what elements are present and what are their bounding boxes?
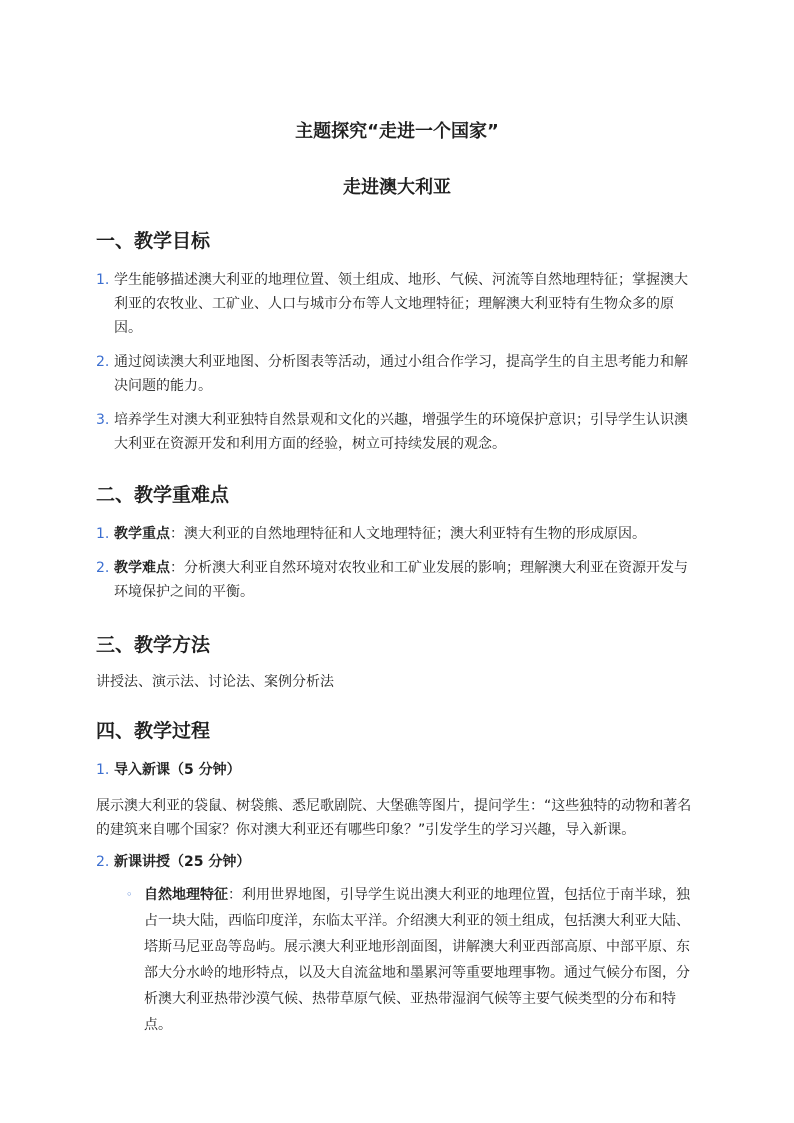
section-heading-process: 四、教学过程	[96, 720, 211, 742]
list-item	[96, 350, 698, 398]
list-item	[96, 556, 698, 604]
list-item	[96, 408, 698, 456]
bullet-label: 自然地理特征	[144, 887, 228, 903]
process-step-lecture	[96, 850, 698, 874]
circle-bullet-icon: ◦	[126, 888, 133, 901]
list-item	[96, 268, 698, 340]
step-intro-text: 展示澳大利亚的袋鼠、树袋熊、悉尼歌剧院、大堡礁等图片，提问学生：“这些独特的动物和著名的建筑来自哪个国家？你对澳大利亚还有哪些印象？”引发学生的学习兴趣，导入新课。	[96, 798, 692, 838]
bullet-text: ：利用世界地图，引导学生说出澳大利亚的地理位置，包括位于南半球，独占一块大陆，西临印度洋，东临太平洋。介绍澳大利亚的领土组成，包括澳大利亚大陆、塔斯马尼亚岛等岛屿。展示澳大利亚地形剖面图，讲解澳大利亚西部高原、中部平原、东部大分水岭的地形特点，以及大自流盆地和墨累河等重要地理事物。通过气候分布图，分析澳大利亚热带沙漠气候、热带草原气候、亚热带湿润气候等主要气候类型的分布和特点。	[144, 887, 690, 1033]
list-item-text: 培养学生对澳大利亚独特自然景观和文化的兴趣，增强学生的环境保护意识；引导学生认识澳大利亚在资源开发和利用方面的经验，树立可持续发展的观念。	[114, 412, 688, 452]
list-item	[96, 522, 698, 546]
section-heading-methods: 三、教学方法	[96, 634, 211, 656]
list-number: 3.	[96, 412, 110, 428]
list-number: 2.	[96, 854, 110, 870]
list-item-text: 通过阅读澳大利亚地图、分析图表等活动，通过小组合作学习，提高学生的自主思考能力和解决问题的能力。	[114, 354, 688, 394]
list-item-text: ：分析澳大利亚自然环境对农牧业和工矿业发展的影响；理解澳大利亚在资源开发与环境保护之间的平衡。	[114, 560, 688, 600]
list-number: 2.	[96, 354, 110, 370]
bullet-item	[96, 882, 698, 1038]
section-heading-goals: 一、教学目标	[96, 230, 211, 252]
document-title: 主题探究“走进一个国家”	[295, 121, 499, 142]
step-title: 新课讲授（25 分钟）	[114, 854, 251, 870]
keypoints-list	[96, 522, 698, 604]
process-step-intro	[96, 758, 698, 782]
list-number: 2.	[96, 560, 110, 576]
list-item-text: ：澳大利亚的自然地理特征和人文地理特征；澳大利亚特有生物的形成原因。	[170, 526, 646, 542]
list-number: 1.	[96, 526, 110, 542]
list-number: 1.	[96, 762, 110, 778]
list-number: 1.	[96, 272, 110, 288]
list-item-text: 学生能够描述澳大利亚的地理位置、领土组成、地形、气候、河流等自然地理特征；掌握澳大利亚的农牧业、工矿业、人口与城市分布等人文地理特征；理解澳大利亚特有生物众多的原因。	[114, 272, 688, 336]
list-item-label: 教学难点	[114, 560, 170, 576]
goals-list	[96, 268, 698, 456]
methods-text: 讲授法、演示法、讨论法、案例分析法	[96, 674, 334, 690]
step-title: 导入新课（5 分钟）	[114, 762, 241, 778]
list-item-label: 教学重点	[114, 526, 170, 542]
document-subtitle: 走进澳大利亚	[343, 177, 451, 198]
section-heading-keypoints: 二、教学重难点	[96, 484, 230, 506]
